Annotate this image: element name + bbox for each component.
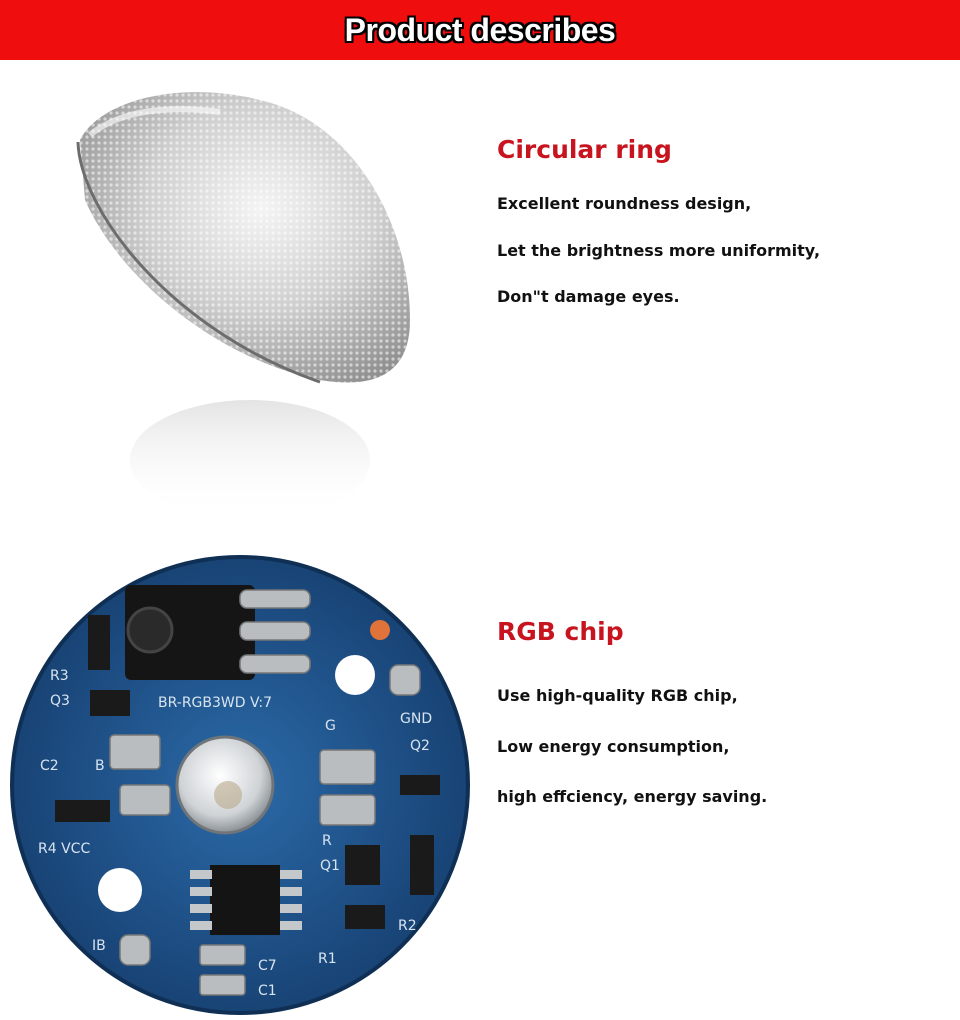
feature-line: Use high-quality RGB chip, bbox=[497, 686, 738, 705]
lens-dome-image bbox=[60, 80, 470, 540]
svg-text:C7: C7 bbox=[258, 958, 277, 974]
pcb-label-gnd: GND bbox=[400, 711, 433, 727]
feature-line: high effciency, energy saving. bbox=[497, 787, 768, 806]
svg-text:Q3: Q3 bbox=[50, 693, 70, 709]
feature-circular-ring bbox=[497, 135, 937, 315]
svg-text:R: R bbox=[322, 833, 332, 849]
feature-line: Let the brightness more uniformity, bbox=[497, 241, 821, 260]
feature-rgb-chip bbox=[497, 617, 937, 817]
feature-line: Don"t damage eyes. bbox=[497, 287, 680, 306]
header-banner bbox=[0, 0, 960, 60]
svg-text:B: B bbox=[95, 758, 105, 774]
svg-text:Q2: Q2 bbox=[410, 738, 430, 754]
svg-text:Q1: Q1 bbox=[320, 858, 340, 874]
pcb-label-model: BR-RGB3WD V:7 bbox=[158, 695, 273, 711]
svg-text:R1: R1 bbox=[318, 951, 337, 967]
feature-title: RGB chip bbox=[497, 617, 624, 646]
feature-line: Low energy consumption, bbox=[497, 737, 730, 756]
svg-text:G: G bbox=[325, 718, 336, 734]
feature-title: Circular ring bbox=[497, 135, 672, 164]
banner-title: Product describes bbox=[344, 11, 616, 48]
rgb-pcb-image bbox=[0, 545, 480, 1020]
svg-text:R4 VCC: R4 VCC bbox=[38, 841, 91, 857]
svg-text:R3: R3 bbox=[50, 668, 69, 684]
svg-text:C2: C2 bbox=[40, 758, 59, 774]
svg-text:C1: C1 bbox=[258, 983, 277, 999]
feature-line: Excellent roundness design, bbox=[497, 194, 752, 213]
svg-text:IB: IB bbox=[92, 938, 106, 954]
svg-text:R2: R2 bbox=[398, 918, 417, 934]
